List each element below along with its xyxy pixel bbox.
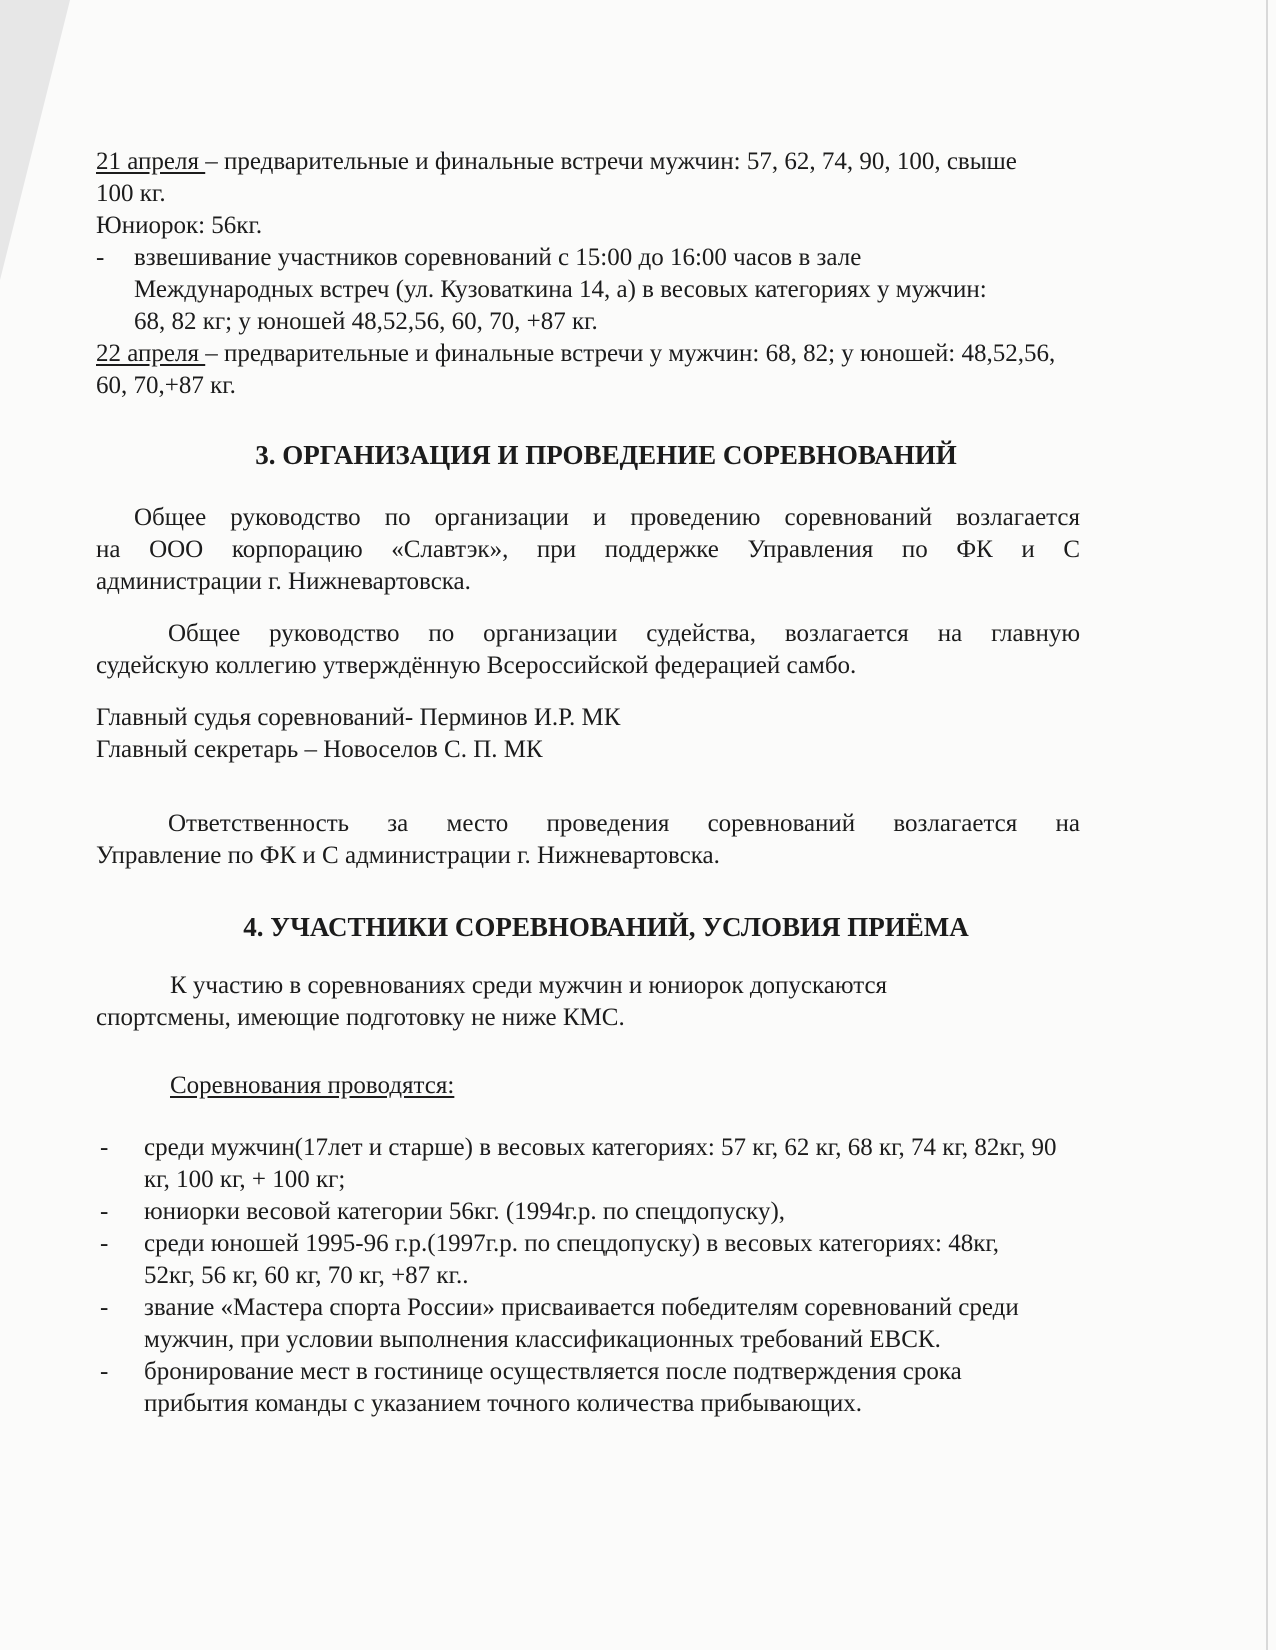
list-item-text: юниорки весовой категории 56кг. (1994г.р. по спецдопуску), <box>144 1198 786 1225</box>
list-item-dash: - <box>100 1134 109 1161</box>
list-item-text: среди мужчин(17лет и старше) в весовых категориях: 57 кг, 62 кг, 68 кг, 74 кг, 82кг, 90 кг, 100 кг, + 100 кг; <box>144 1134 1057 1193</box>
scan-corner-shadow <box>0 0 70 280</box>
schedule-day22-text: – предварительные и финальные встречи у мужчин: 68, 82; у юношей: 48,52,56, 60, 70,+87 кг. <box>96 340 1056 399</box>
weighing-text: взвешивание участников соревнований с 15:00 до 16:00 часов в зале Международных встреч (ул. Кузоваткина 14, а) в весовых категориях у мужчин: 68, 82 кг; у юношей 48,52,56, 60, 70, +87 кг. <box>134 244 987 335</box>
schedule-weighing <box>96 242 1006 338</box>
schedule-day21-date: 21 апреля <box>96 148 206 175</box>
section4-subheading: Соревнования проводятся: <box>170 1072 455 1099</box>
section3-para3 <box>96 808 1080 872</box>
list-item-text: бронирование мест в гостинице осуществляется после подтверждения срока прибытия команды с указанием точного количества прибывающих. <box>144 1358 962 1417</box>
schedule-day22-date: 22 апреля <box>96 340 206 367</box>
section3-para3-line2: Управление по ФК и С администрации г. Нижневартовска. <box>96 842 720 869</box>
section4-heading: 4. УЧАСТНИКИ СОРЕВНОВАНИЙ, УСЛОВИЯ ПРИЁМА <box>243 912 969 942</box>
section3-para1 <box>96 502 1080 598</box>
section3-heading: 3. ОРГАНИЗАЦИЯ И ПРОВЕДЕНИЕ СОРЕВНОВАНИЙ <box>255 440 957 470</box>
section4-intro-line1: К участию в соревнованиях среди мужчин и юниорок допускаются <box>170 972 888 999</box>
section3-para1-line2: на ООО корпорацию «Славтэк», при поддержке Управления по ФК и С <box>96 536 1080 563</box>
list-item <box>100 1292 1040 1356</box>
list-item-dash: - <box>100 1358 109 1385</box>
section3-para2-line1: Общее руководство по организации судейства, возлагается на главную <box>168 620 1080 647</box>
list-item <box>100 1356 1050 1420</box>
section3-para3-line1: Ответственность за место проведения соревнований возлагается на <box>168 810 1080 837</box>
list-item-text: среди юношей 1995-96 г.р.(1997г.р. по спецдопуску) в весовых категориях: 48кг, 52кг, 56 кг, 60 кг, 70 кг, +87 кг.. <box>144 1230 1000 1289</box>
list-item-text: звание «Мастера спорта России» присваивается победителям соревнований среди мужчин, при условии выполнения классификационных требований ЕВСК. <box>144 1294 1019 1353</box>
section3-para1-line3: администрации г. Нижневартовска. <box>96 568 471 595</box>
list-item <box>100 1228 1040 1292</box>
section3-para2 <box>96 618 1080 682</box>
section3-para1-line1: Общее руководство по организации и проведению соревнований возлагается <box>134 504 1080 531</box>
schedule-day21 <box>96 146 1046 210</box>
schedule-day21-text: – предварительные и финальные встречи мужчин: 57, 62, 74, 90, 100, свыше 100 кг. <box>96 148 1017 207</box>
section4-intro <box>96 970 1136 1034</box>
list-item-dash: - <box>100 1230 109 1257</box>
schedule-day22 <box>96 338 1076 402</box>
section4-list <box>100 1132 1080 1420</box>
list-item <box>100 1196 1080 1228</box>
scan-page-edge <box>1266 0 1268 1650</box>
list-item-dash: - <box>100 1294 109 1321</box>
chief-secretary: Главный секретарь – Новоселов С. П. МК <box>96 736 543 763</box>
list-item <box>100 1132 1080 1196</box>
list-item-dash: - <box>100 1198 109 1225</box>
section3-para2-line2: судейскую коллегию утверждённую Всероссийской федерацией самбо. <box>96 652 857 679</box>
document-page <box>96 146 1136 1420</box>
chief-judge: Главный судья соревнований- Перминов И.Р. МК <box>96 704 621 731</box>
section4-intro-line2: спортсмены, имеющие подготовку не ниже КМС. <box>96 1004 625 1031</box>
schedule-juniors: Юниорок: 56кг. <box>96 212 263 239</box>
weighing-dash: - <box>96 244 105 271</box>
